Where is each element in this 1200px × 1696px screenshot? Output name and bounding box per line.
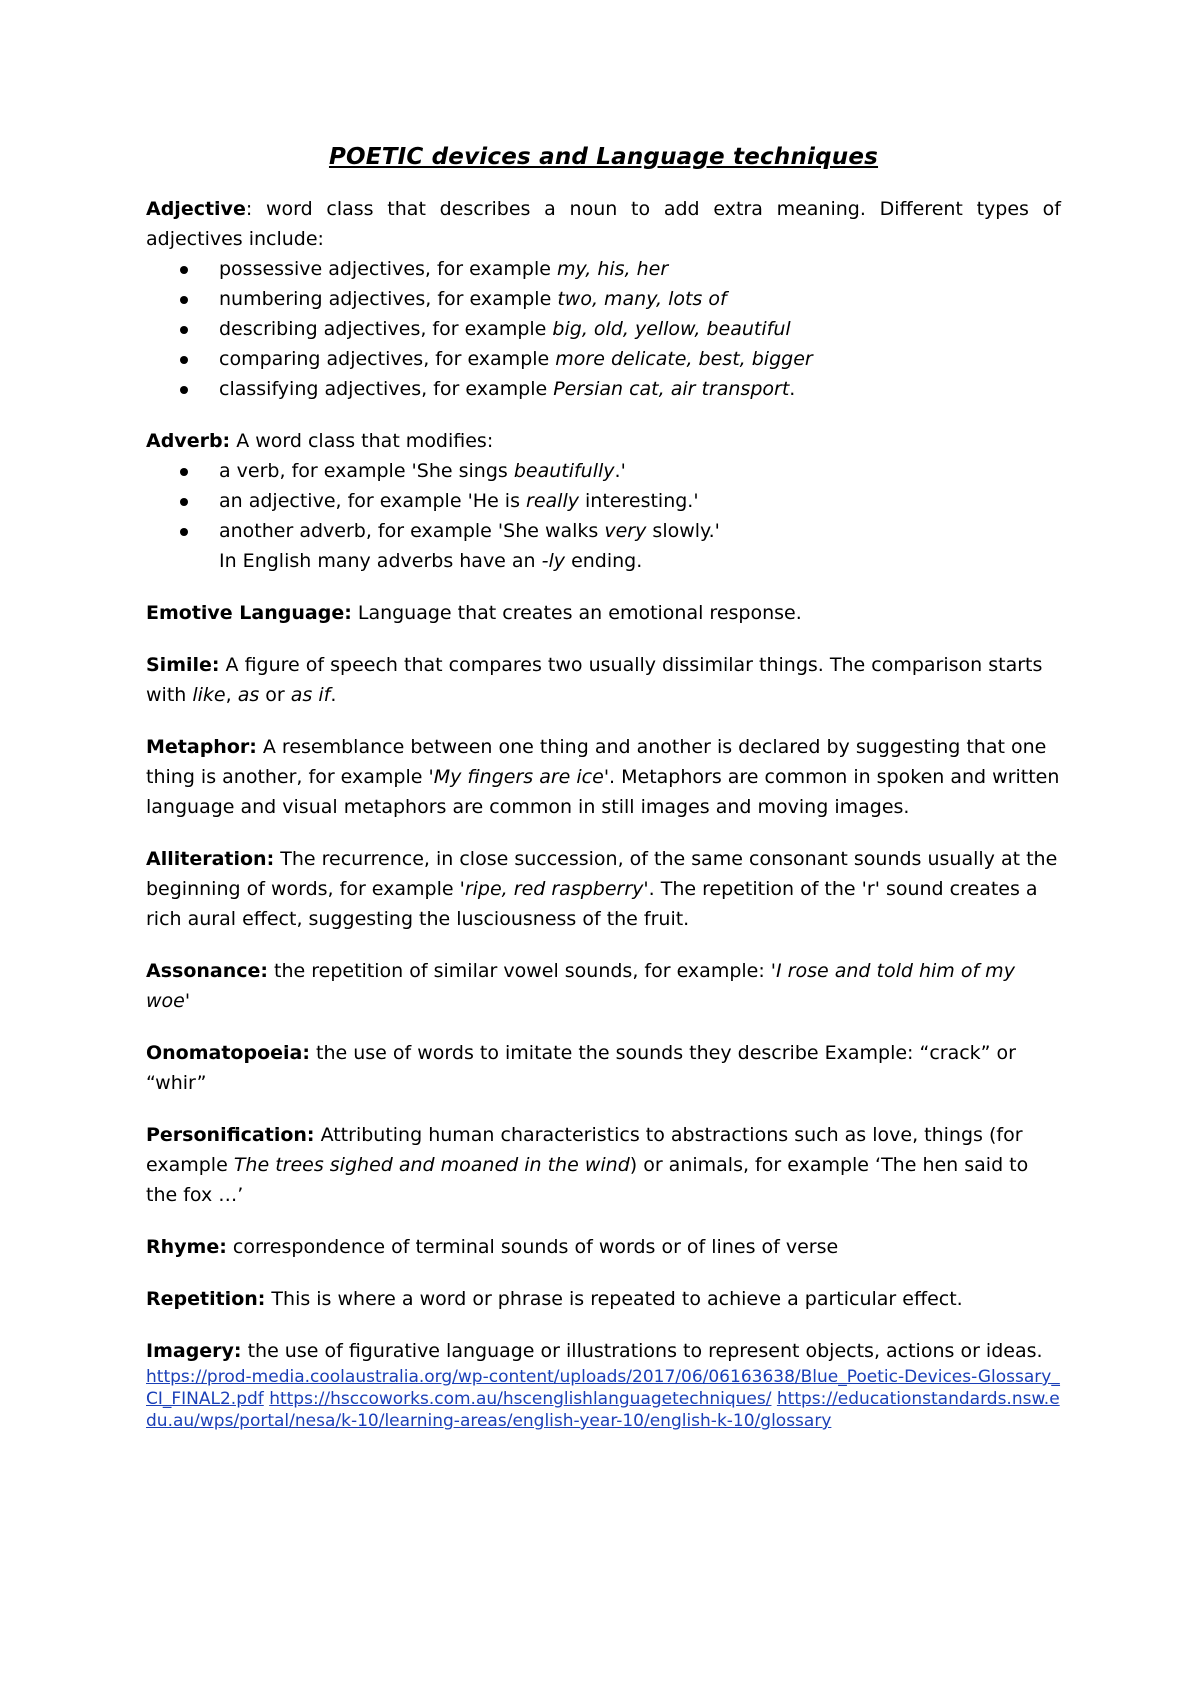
list-item (176, 486, 1061, 516)
entry-assonance (146, 956, 1061, 1016)
adverb-list (146, 456, 1061, 546)
bullet-icon (180, 386, 188, 394)
bullet-icon (180, 326, 188, 334)
personification-tail: ) or animals, for example ‘The hen said to the fox …’ (146, 1154, 1029, 1206)
entry-onomatopoeia (146, 1038, 1061, 1098)
personification-definition: Attributing human characteristics to abstractions such as love, things (for example (146, 1124, 1023, 1176)
adjective-list (146, 254, 1061, 404)
document-page (146, 144, 1061, 1432)
item-tail: .' (614, 460, 626, 482)
term-adverb: Adverb: (146, 430, 231, 452)
document-title: POETIC devices and Language techniques (328, 144, 879, 170)
item-text: an adjective, for example 'He is (219, 490, 527, 512)
bullet-icon (180, 468, 188, 476)
item-text: numbering adjectives, for example (219, 288, 558, 310)
entry-metaphor (146, 732, 1061, 822)
entry-adverb (146, 426, 1061, 576)
term-personification: Personification: (146, 1124, 315, 1146)
entry-repetition (146, 1284, 1061, 1314)
onomatopoeia-definition: the use of words to imitate the sounds they describe Example: “crack” or “whir” (146, 1042, 1016, 1094)
term-adjective: Adjective (146, 198, 246, 220)
reference-link-nesa[interactable]: https://educationstandards.nsw.edu.au/wps/portal/nesa/k-10/learning-areas/english-year-10/english-k-10/glossary (146, 1389, 1060, 1431)
note-text: In English many adverbs have an (219, 550, 542, 572)
item-example: really (526, 490, 579, 512)
item-text: a verb, for example 'She sings (219, 460, 514, 482)
term-emotive-language: Emotive Language: (146, 602, 352, 624)
adverb-note (146, 546, 1061, 576)
entry-alliteration (146, 844, 1061, 934)
list-item (176, 314, 1061, 344)
item-tail: slowly.' (646, 520, 720, 542)
item-text: another adverb, for example 'She walks (219, 520, 605, 542)
item-tail: interesting.' (578, 490, 699, 512)
list-item (176, 344, 1061, 374)
simile-separator: or (259, 684, 291, 706)
adverb-definition (146, 426, 1061, 456)
term-rhyme: Rhyme: (146, 1236, 227, 1258)
list-item (176, 284, 1061, 314)
item-example: big, old, yellow, beautiful (552, 318, 791, 340)
list-item (176, 456, 1061, 486)
item-example: beautifully (513, 460, 615, 482)
simile-example-as: as (237, 684, 260, 706)
entry-imagery (146, 1336, 1061, 1432)
term-simile: Simile: (146, 654, 220, 676)
term-metaphor: Metaphor: (146, 736, 257, 758)
term-onomatopoeia: Onomatopoeia: (146, 1042, 310, 1064)
item-example: Persian cat, air transport (553, 378, 790, 400)
item-tail: . (789, 378, 796, 400)
term-repetition: Repetition: (146, 1288, 266, 1310)
personification-example: The trees sighed and moaned in the wind (233, 1154, 630, 1176)
item-example: more delicate, best, bigger (555, 348, 813, 370)
rhyme-definition: correspondence of terminal sounds of words or of lines of verse (226, 1236, 839, 1258)
metaphor-tail: '. Metaphors are common in spoken and written language and visual metaphors are common in still images and moving images. (146, 766, 1060, 818)
item-example: very (604, 520, 647, 542)
assonance-definition: the repetition of similar vowel sounds, for example: (268, 960, 771, 982)
imagery-definition (146, 1336, 1061, 1366)
simile-definition: A figure of speech that compares two usually dissimilar things. The comparison starts with (146, 654, 1043, 706)
adjective-definition (146, 194, 1061, 254)
reference-link-hsccoworks[interactable]: https://hsccoworks.com.au/hscenglishlanguagetechniques/ (269, 1389, 772, 1409)
emotive-definition: Language that creates an emotional response. (351, 602, 802, 624)
item-example: my, his, her (556, 258, 669, 280)
bullet-icon (180, 498, 188, 506)
item-text: comparing adjectives, for example (219, 348, 556, 370)
bullet-icon (180, 296, 188, 304)
entry-rhyme (146, 1232, 1061, 1262)
simile-example-as-if: as if (290, 684, 331, 706)
adjective-definition-text: : word class that describes a noun to add extra meaning. Different types of adjectives include: (146, 198, 1061, 250)
list-item (176, 516, 1061, 546)
item-example: two, many, lots of (557, 288, 727, 310)
entry-emotive-language (146, 598, 1061, 628)
bullet-icon (180, 356, 188, 364)
bullet-icon (180, 528, 188, 536)
simile-example-like: like (192, 684, 226, 706)
bullet-icon (180, 266, 188, 274)
note-tail: ending. (565, 550, 643, 572)
metaphor-example: My fingers are ice (433, 766, 604, 788)
repetition-definition: This is where a word or phrase is repeated to achieve a particular effect. (265, 1288, 963, 1310)
term-alliteration: Alliteration: (146, 848, 275, 870)
entry-simile (146, 650, 1061, 710)
alliteration-definition: The recurrence, in close succession, of the same consonant sounds usually at the beginning of words, for example ' (146, 848, 1058, 900)
entry-personification (146, 1120, 1061, 1210)
alliteration-example: ripe, red raspberry (464, 878, 644, 900)
entry-adjective (146, 194, 1061, 404)
alliteration-tail: '. The repetition of the 'r' sound creates a rich aural effect, suggesting the lusciousness of the fruit. (146, 878, 1038, 930)
item-text: classifying adjectives, for example (219, 378, 554, 400)
term-imagery: Imagery: (146, 1340, 242, 1362)
item-text: describing adjectives, for example (219, 318, 553, 340)
simile-tail: . (330, 684, 337, 706)
metaphor-definition: A resemblance between one thing and another is declared by suggesting that one thing is another, for example ' (146, 736, 1047, 788)
imagery-definition-text: the use of figurative language or illustrations to represent objects, actions or ideas. (241, 1340, 1043, 1362)
term-assonance: Assonance: (146, 960, 268, 982)
list-item (176, 254, 1061, 284)
note-example: -ly (541, 550, 566, 572)
list-item (176, 374, 1061, 404)
simile-separator: , (225, 684, 238, 706)
item-text: possessive adjectives, for example (219, 258, 557, 280)
reference-link-coolaustralia[interactable]: https://prod-media.coolaustralia.org/wp-content/uploads/2017/06/06163638/Blue_Poetic-Devices-Glossary_CI_FINAL2.pdf (146, 1367, 1060, 1409)
reference-links (146, 1366, 1061, 1432)
assonance-example: 'I rose and told him of my woe' (146, 960, 1015, 1012)
adverb-definition-text: A word class that modifies: (230, 430, 494, 452)
